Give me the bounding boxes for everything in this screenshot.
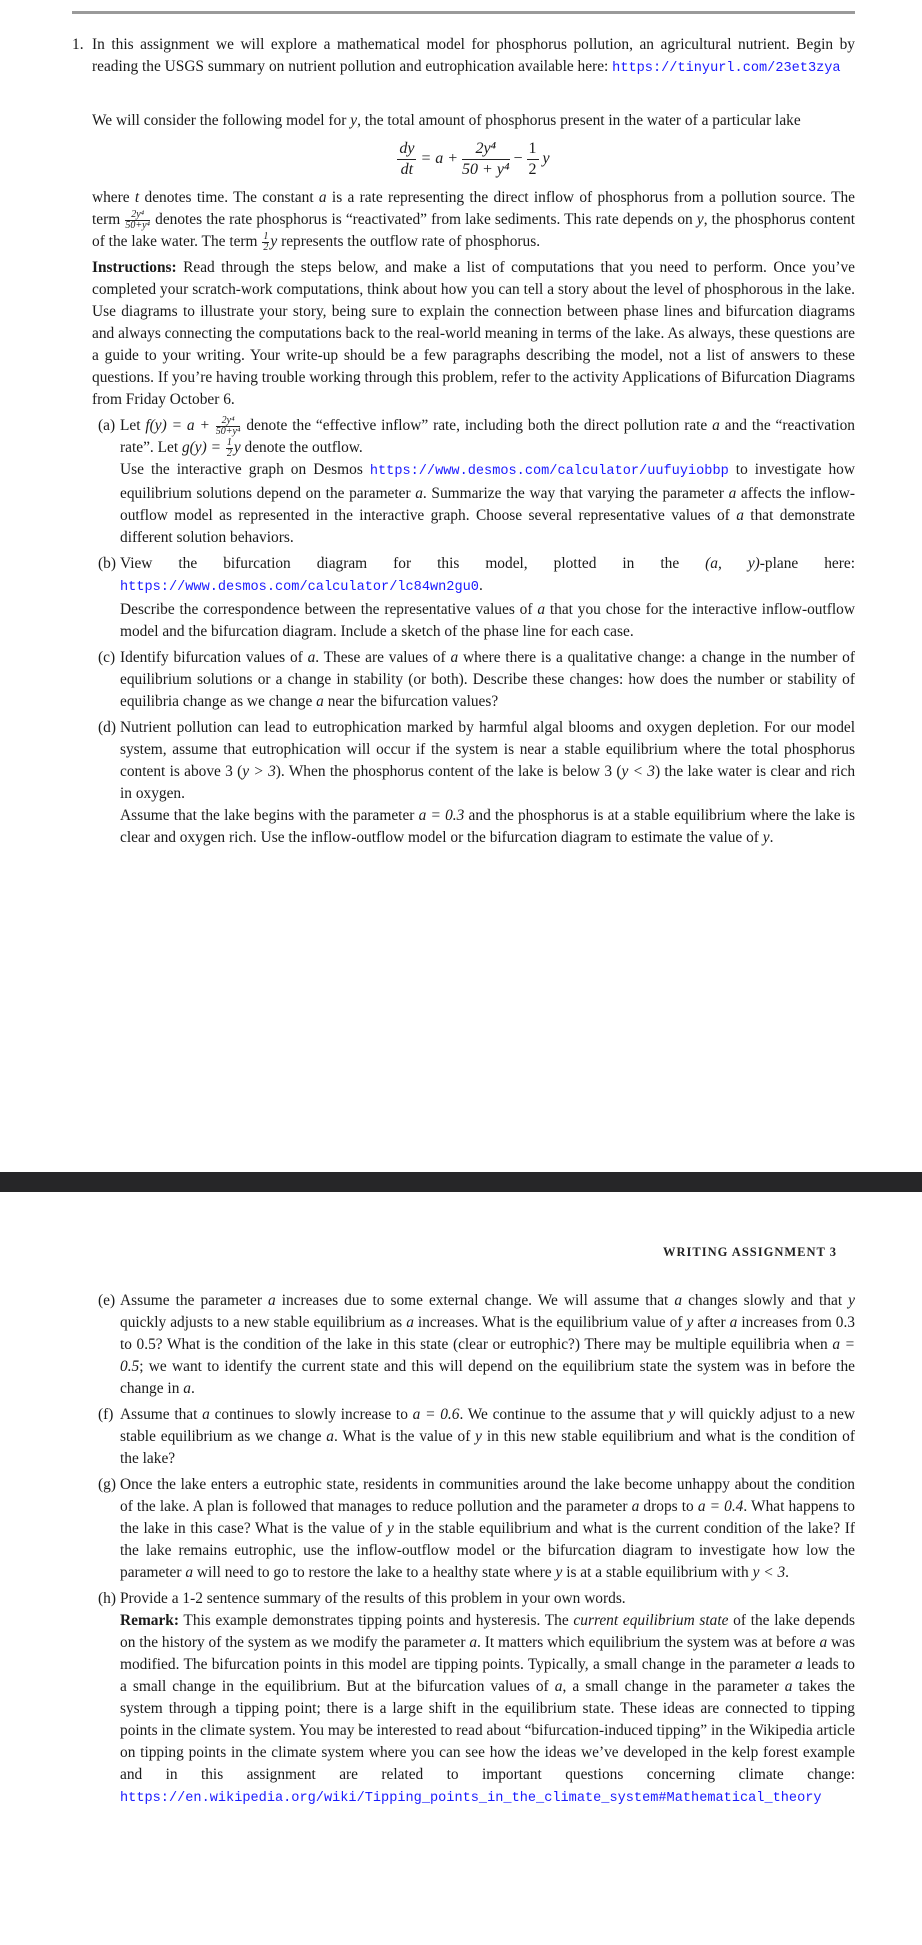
text-run: ). When the phosphorus content of the lake is below 3 ( (275, 763, 622, 780)
text-run: near the bifurcation values? (323, 693, 499, 710)
top-divider (72, 11, 855, 14)
text-run: and the phosphorus is at a stable equilibrium where the lake is clear and oxygen rich. Use the inflow-outflow model or the bifurcation diagram to estimate the value of (120, 807, 855, 846)
url-link[interactable]: https://www.desmos.com/calculator/lc84wn2gu0 (120, 580, 479, 595)
math-expression: g(y) = (181, 439, 225, 456)
sub-question (92, 647, 855, 713)
sub-question-label: (b) (98, 555, 116, 572)
text-run: denotes time. The constant (139, 189, 319, 206)
math-expression: a (307, 649, 316, 666)
text-run: . (769, 829, 774, 846)
sub-question (92, 1588, 855, 1810)
text-run: is at a stable equilibrium with (562, 1564, 753, 1581)
text-run: Nutrient pollution can lead to eutrophication marked by harmful algal blooms and oxygen depletion. For our model system, assume that eutrophication will occur if the system is near a stable equilibrium where the total phosphorus content is above 3 ( (120, 719, 855, 780)
text-run: View the bifurcation diagram for this model, plotted in the (120, 555, 706, 572)
sub-question-text (120, 717, 855, 849)
math-expression: y (686, 1314, 694, 1331)
instructions-paragraph (92, 257, 855, 411)
text-run: We will consider the following model for (92, 112, 351, 129)
eq-term1-num: 2y⁴ (462, 139, 509, 160)
math-expression: a (406, 1314, 414, 1331)
fraction-denominator: 50+y⁴ (125, 219, 150, 231)
text-run: continues to slowly increase to (209, 1406, 413, 1423)
text-run: . (478, 577, 483, 594)
inline-fraction (226, 438, 233, 459)
fraction-denominator: 2 (263, 241, 269, 253)
text-run: In this assignment we will explore a mathematical model for phosphorus pollution, an agricultural nutrient. Begin by reading the USGS summary on nutrient pollution and eutrophication available here: (92, 36, 855, 75)
eq-term1-den: 50 + y⁴ (462, 160, 510, 178)
inline-fraction (125, 210, 150, 231)
math-expression: f(y) = a + (145, 417, 215, 434)
math-expression: a (554, 1678, 563, 1695)
sub-question (92, 1404, 855, 1470)
sub-question-text (120, 1290, 855, 1400)
math-expression: a (631, 1498, 640, 1515)
math-expression: y (350, 112, 358, 129)
sub-question-text (120, 647, 855, 713)
text-run: Identify bifurcation values of (120, 649, 308, 666)
model-intro-paragraph (92, 110, 855, 132)
text-run: . What is the value of (333, 1428, 476, 1445)
bold-label: Remark: (120, 1612, 179, 1629)
math-expression: a (268, 1292, 276, 1309)
text-run: drops to (639, 1498, 698, 1515)
text-run: increases from 0.3 to 0.5? What is the condition of the lake in this state (clear or eutrophic?) There may be multiple equilibria when (120, 1314, 855, 1353)
text-run: Let (120, 417, 146, 434)
math-expression: a (318, 189, 327, 206)
math-expression: a (202, 1406, 210, 1423)
math-expression: a = 0.4 (697, 1498, 744, 1515)
url-link[interactable]: https://tinyurl.com/23et3zya (612, 61, 841, 76)
math-expression: y (848, 1292, 855, 1309)
sub-question-text (120, 415, 855, 549)
intro-paragraph (92, 34, 855, 80)
inline-fraction (262, 232, 269, 253)
math-expression: a (674, 1292, 683, 1309)
eq-term2-var: y (542, 150, 550, 167)
sub-question-label: (f) (98, 1406, 114, 1423)
text-run: Assume that (120, 1406, 203, 1423)
math-expression: y (696, 211, 704, 228)
sub-question-label: (g) (98, 1476, 116, 1493)
text-run: , the total amount of phosphorus present in the water of a particular lake (357, 112, 801, 129)
math-expression: t (134, 189, 140, 206)
text-run: , a small change in the parameter (562, 1678, 785, 1695)
math-expression: a = 0.6 (412, 1406, 460, 1423)
text-run: increases due to some external change. We will assume that (275, 1292, 675, 1309)
text-run: . We continue to the assume that (459, 1406, 669, 1423)
text-run: in the stable equilibrium and what is the current condition of the lake? If the lake remains eutrophic, use the inflow-outflow model or the bifurcation diagram to investigate how low the parameter (120, 1520, 855, 1581)
sub-question (92, 717, 855, 849)
text-run: Assume that the lake begins with the parameter (120, 807, 419, 824)
sub-question (92, 553, 855, 643)
sub-question-label: (d) (98, 719, 116, 736)
model-description-paragraph (92, 187, 855, 253)
math-expression: a (326, 1428, 334, 1445)
text-run: Assume the parameter (120, 1292, 269, 1309)
eq-minus: − (513, 150, 523, 167)
sub-question (92, 1474, 855, 1584)
fraction-denominator: 50+y⁴ (215, 425, 241, 437)
text-run: was modified. The bifurcation points in this model are tipping points. Typically, a small change in the parameter (120, 1634, 855, 1673)
sub-question-label: (a) (98, 417, 116, 434)
model-equation (92, 135, 855, 183)
url-link[interactable]: https://en.wikipedia.org/wiki/Tipping_points_in_the_climate_system#Mathematical_theory (120, 1791, 822, 1806)
math-expression: a = 0.3 (418, 807, 465, 824)
math-expression: a (712, 417, 720, 434)
page-2 (72, 1286, 855, 1810)
math-expression: a (469, 1634, 478, 1651)
math-expression: y (233, 439, 241, 456)
bold-label: Instructions: (92, 259, 177, 276)
math-expression: y > 3 (242, 763, 276, 780)
page-break-bar (0, 1172, 922, 1192)
sub-question-label: (h) (98, 1590, 116, 1607)
emphasis-text: current equilibrium state (573, 1612, 729, 1629)
text-run: . (190, 1380, 195, 1397)
eq-term2-den: 2 (528, 160, 537, 178)
text-run: after (693, 1314, 730, 1331)
math-expression: y (555, 1564, 563, 1581)
math-expression: a (183, 1380, 191, 1397)
text-run: Provide a 1-2 sentence summary of the results of this problem in your own words. (120, 1590, 626, 1607)
sub-question-label: (e) (98, 1292, 116, 1309)
text-run: . What happens to the lake in this case? What is the value of (120, 1498, 855, 1537)
eq-lhs-den: dt (400, 160, 414, 178)
math-expression: y (668, 1406, 676, 1423)
text-run: . It matters which equilibrium the system was at before (477, 1634, 820, 1651)
text-run: , the phosphorus content of the lake water. The term (92, 211, 855, 250)
math-expression: a (795, 1656, 803, 1673)
eq-lhs-num: dy (397, 139, 416, 160)
math-expression: a (537, 601, 546, 618)
text-run: changes slowly and that (682, 1292, 849, 1309)
running-head: WRITING ASSIGNMENT 3 (663, 1245, 837, 1259)
text-run: will need to go to restore the lake to a healthy state where (193, 1564, 556, 1581)
url-link[interactable]: https://www.desmos.com/calculator/uufuyiobbp (369, 464, 729, 479)
sub-question-text (120, 553, 855, 643)
text-run: Describe the correspondence between the representative values of (120, 601, 538, 618)
problem-1 (72, 34, 855, 849)
text-run: will quickly adjust to a new stable equilibrium as we change (120, 1406, 855, 1445)
inline-fraction (216, 416, 241, 437)
text-run: Once the lake enters a eutrophic state, residents in communities around the lake become unhappy about the condition of the lake. A plan is followed that manages to reduce pollution and the parameter (120, 1476, 855, 1515)
math-expression: a = 0.5 (120, 1336, 856, 1375)
math-expression: a (736, 507, 744, 524)
eq-equals-a: = a + (420, 150, 459, 167)
text-run: . These are values of (315, 649, 451, 666)
math-expression: a (729, 1314, 738, 1331)
sub-question-text (120, 1588, 855, 1810)
text-run: denotes the rate phosphorus is “reactivated” from lake sediments. This rate depends on (151, 211, 697, 228)
text-run: . Summarize the way that varying the parameter (422, 485, 729, 502)
math-expression: a (450, 649, 459, 666)
page-1 (72, 34, 855, 849)
math-expression: a (415, 485, 423, 502)
math-expression: a (728, 485, 737, 502)
fraction-numerator: 1 (226, 436, 232, 448)
text-run: denote the “effective inflow” rate, including both the direct pollution rate (241, 417, 713, 434)
text-run: quickly adjusts to a new stable equilibrium as (120, 1314, 407, 1331)
text-run: leads to a small change in the equilibrium. But at the bifurcation values of (120, 1656, 855, 1695)
text-run: Read through the steps below, and make a list of computations that you need to perform. Once you’ve completed your scratch-work computations, think about how you can tell a story about the level of phosphorous in the lake. Use diagrams to illustrate your story, being sure to explain the connection between phase lines and bifurcation diagrams and always connecting the computations back to the real-world meaning in terms of the lake. As always, these questions are a guide to your writing. Your write-up should be a few paragraphs describing the model, not a list of answers to these questions. If you’re having trouble working through this problem, refer to the activity Applications of Bifurcation Diagrams from Friday October 6. (92, 259, 855, 408)
eq-term2-num: 1 (527, 139, 539, 160)
math-expression: y (270, 233, 278, 250)
parts-list-page-1 (92, 415, 855, 849)
math-expression: y (475, 1428, 482, 1445)
text-run: ; we want to identify the current state and this will depend on the equilibrium state the system was in before the change in (120, 1358, 855, 1397)
text-run: in this new stable equilibrium and what is the condition of the lake? (120, 1428, 855, 1467)
text-run: increases. What is the equilibrium value of (413, 1314, 687, 1331)
sub-question-text (120, 1404, 855, 1470)
fraction-numerator: 2y⁴ (125, 210, 150, 221)
text-run: affects the inflow-outflow model as represented in the interactive graph. Choose several representative values of (120, 485, 855, 524)
text-run: that demonstrate different solution behaviors. (120, 507, 855, 546)
math-expression: y (386, 1520, 394, 1537)
text-run: Use the interactive graph on Desmos (120, 461, 370, 478)
fraction-numerator: 1 (263, 230, 269, 242)
text-run: . (785, 1564, 790, 1581)
math-expression: y < 3 (752, 1564, 786, 1581)
text-run: ) the lake water is clear and rich in oxygen. (120, 763, 856, 802)
text-run: where (92, 189, 135, 206)
text-run: represents the outflow rate of phosphorus. (277, 233, 541, 250)
parts-list-page-2 (72, 1290, 855, 1810)
problem-number: 1. (72, 36, 84, 53)
text-run: is a rate representing the direct inflow of phosphorus from a pollution source. The term (92, 189, 855, 228)
text-run: This example demonstrates tipping points and hysteresis. The (178, 1612, 574, 1629)
text-run: of the lake depends on the history of the system as we modify the parameter (120, 1612, 855, 1651)
fraction-numerator: 2y⁴ (216, 416, 241, 427)
text-run: that you chose for the interactive inflow-outflow model and the bifurcation diagram. Include a sketch of the phase line for each case. (120, 601, 855, 640)
math-expression: a (819, 1634, 828, 1651)
math-expression: a (784, 1678, 793, 1695)
sub-question (92, 1290, 855, 1400)
sub-question (92, 415, 855, 549)
text-run: to investigate how equilibrium solutions depend on the parameter (120, 461, 855, 502)
text-run: and the “reactivation rate”. Let (120, 417, 856, 456)
text-run: takes the system through a tipping point; there is a large shift in the equilibrium state. These ideas are connected to tipping points in the climate system. You may be interested to read about “bifurcation-induced tipping” in the Wikipedia article on tipping points in the climate system where you can see how the ideas we’ve developed in the kelp forest example and in this assignment are related to important questions concerning climate change: (120, 1678, 856, 1783)
fraction-denominator: 2 (226, 447, 232, 459)
text-run: -plane here: (759, 555, 855, 572)
math-expression: y < 3 (621, 763, 655, 780)
text-run: where there is a qualitative change: a change in the number of equilibrium solutions or a change in stability (or both). Describe these changes: how does the number or stability of equilibria change as we change (120, 649, 855, 710)
math-expression: a (316, 693, 324, 710)
text-run: denote the outflow. (240, 439, 363, 456)
math-expression: a (185, 1564, 194, 1581)
math-expression: (a, y) (705, 555, 760, 572)
sub-question-label: (c) (98, 649, 116, 666)
sub-question-text (120, 1474, 855, 1584)
math-expression: y (762, 829, 770, 846)
